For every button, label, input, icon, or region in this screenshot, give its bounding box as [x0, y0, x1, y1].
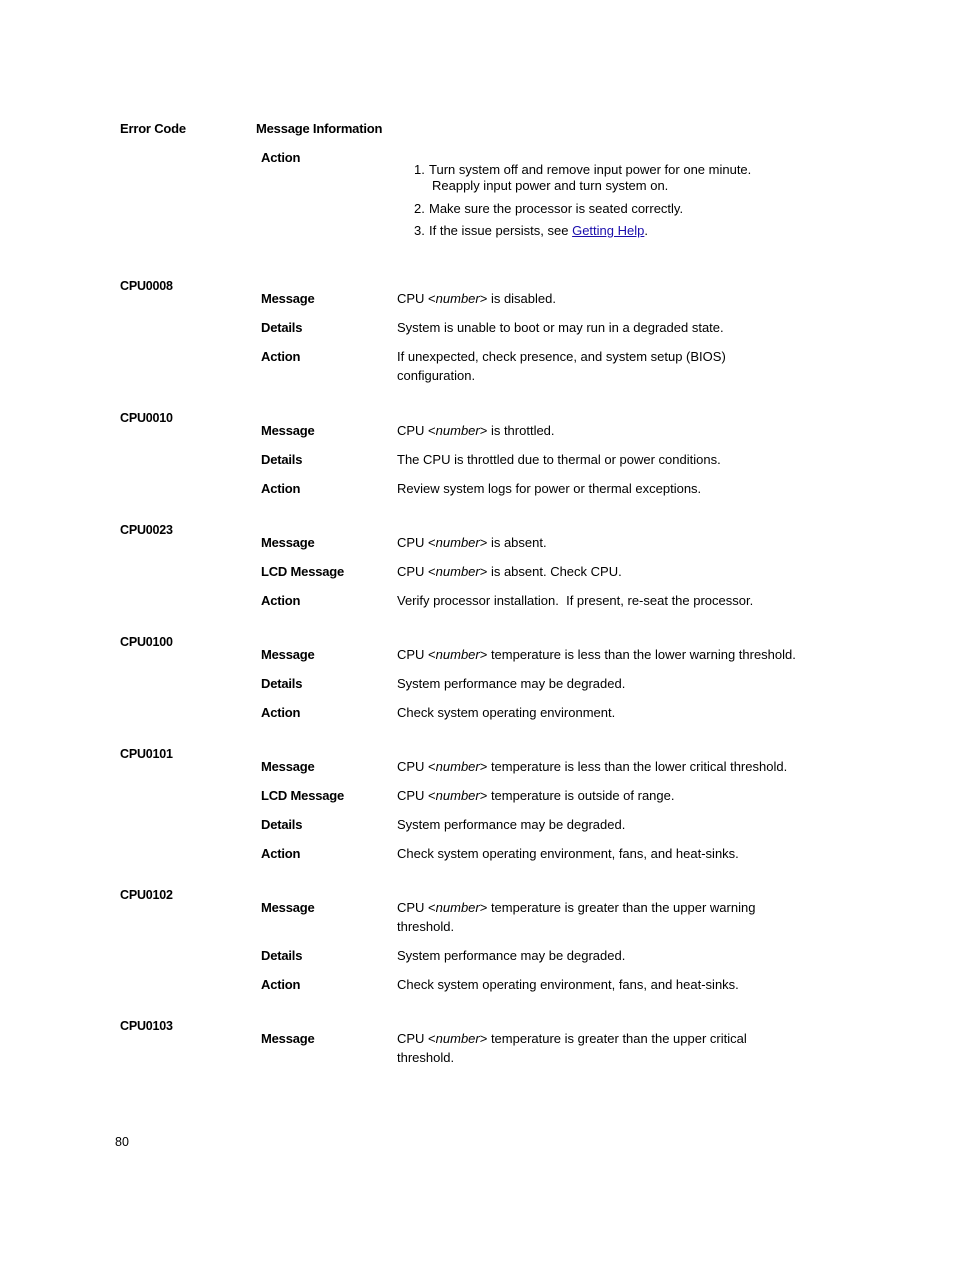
- field-label-message: Message: [261, 423, 315, 438]
- intro-step-2: [414, 201, 683, 217]
- field-value-details: The CPU is throttled due to thermal or power conditions.: [397, 452, 721, 467]
- page-number: 80: [115, 1135, 129, 1149]
- field-value-details: System performance may be degraded.: [397, 817, 626, 832]
- field-label-action: Action: [261, 705, 301, 720]
- intro-step-1: [414, 162, 751, 194]
- error-code-cpu0103: CPU0103: [120, 1019, 173, 1033]
- step-text: Turn system off and remove input power for one minute.: [429, 162, 752, 177]
- error-code-cpu0100: CPU0100: [120, 635, 173, 649]
- field-label-action: Action: [261, 977, 301, 992]
- field-value-action: Check system operating environment.: [397, 705, 616, 720]
- field-value-action: Check system operating environment, fans, and heat-sinks.: [397, 977, 739, 992]
- error-code-cpu0102: CPU0102: [120, 888, 173, 902]
- field-value-message: CPU <number> is throttled.: [397, 423, 555, 438]
- error-code-cpu0008: CPU0008: [120, 279, 173, 293]
- field-value-action: Check system operating environment, fans, and heat-sinks.: [397, 846, 739, 861]
- field-value-details: System performance may be degraded.: [397, 676, 626, 691]
- step-number: 1.: [414, 162, 425, 177]
- field-label-message: Message: [261, 291, 315, 306]
- field-label-message: Message: [261, 1031, 315, 1046]
- field-value-lcd-message: CPU <number> temperature is outside of range.: [397, 788, 675, 803]
- field-label-details: Details: [261, 452, 303, 467]
- field-label-action: Action: [261, 846, 301, 861]
- field-value-lcd-message: CPU <number> is absent. Check CPU.: [397, 564, 622, 579]
- column-header-message-information: Message Information: [256, 121, 383, 136]
- field-value-message: CPU <number> temperature is greater than the upper warning threshold.: [397, 900, 756, 934]
- intro-action-label: Action: [261, 150, 301, 165]
- step-text: If the issue persists, see: [429, 223, 573, 238]
- error-code-cpu0023: CPU0023: [120, 523, 173, 537]
- step-text: Make sure the processor is seated correctly.: [429, 201, 684, 216]
- field-label-details: Details: [261, 948, 303, 963]
- field-value-message: CPU <number> temperature is less than the lower warning threshold.: [397, 647, 796, 662]
- field-label-action: Action: [261, 593, 301, 608]
- field-label-message: Message: [261, 900, 315, 915]
- column-header-error-code: Error Code: [120, 121, 186, 136]
- error-code-cpu0101: CPU0101: [120, 747, 173, 761]
- step-text-continued: Reapply input power and turn system on.: [432, 178, 669, 193]
- field-value-message: CPU <number> is absent.: [397, 535, 547, 550]
- field-value-details: System performance may be degraded.: [397, 948, 626, 963]
- field-value-action: Verify processor installation. If present, re-seat the processor.: [397, 593, 754, 608]
- field-label-lcd-message: LCD Message: [261, 564, 345, 579]
- field-label-details: Details: [261, 817, 303, 832]
- field-value-action: If unexpected, check presence, and system setup (BIOS) configuration.: [397, 349, 726, 383]
- field-label-message: Message: [261, 759, 315, 774]
- field-label-details: Details: [261, 676, 303, 691]
- field-value-details: System is unable to boot or may run in a degraded state.: [397, 320, 724, 335]
- field-label-action: Action: [261, 349, 301, 364]
- field-label-details: Details: [261, 320, 303, 335]
- field-value-message: CPU <number> temperature is less than the lower critical threshold.: [397, 759, 788, 774]
- field-label-message: Message: [261, 647, 315, 662]
- field-value-message: CPU <number> temperature is greater than the upper critical threshold.: [397, 1031, 747, 1065]
- step-number: 2.: [414, 201, 425, 216]
- field-value-action: Review system logs for power or thermal exceptions.: [397, 481, 702, 496]
- field-value-message: CPU <number> is disabled.: [397, 291, 556, 306]
- step-text-end: .: [644, 223, 648, 238]
- field-label-lcd-message: LCD Message: [261, 788, 345, 803]
- error-code-cpu0010: CPU0010: [120, 411, 173, 425]
- getting-help-link[interactable]: Getting Help: [572, 223, 645, 238]
- field-label-message: Message: [261, 535, 315, 550]
- step-number: 3.: [414, 223, 425, 238]
- intro-step-3: [414, 223, 648, 239]
- field-label-action: Action: [261, 481, 301, 496]
